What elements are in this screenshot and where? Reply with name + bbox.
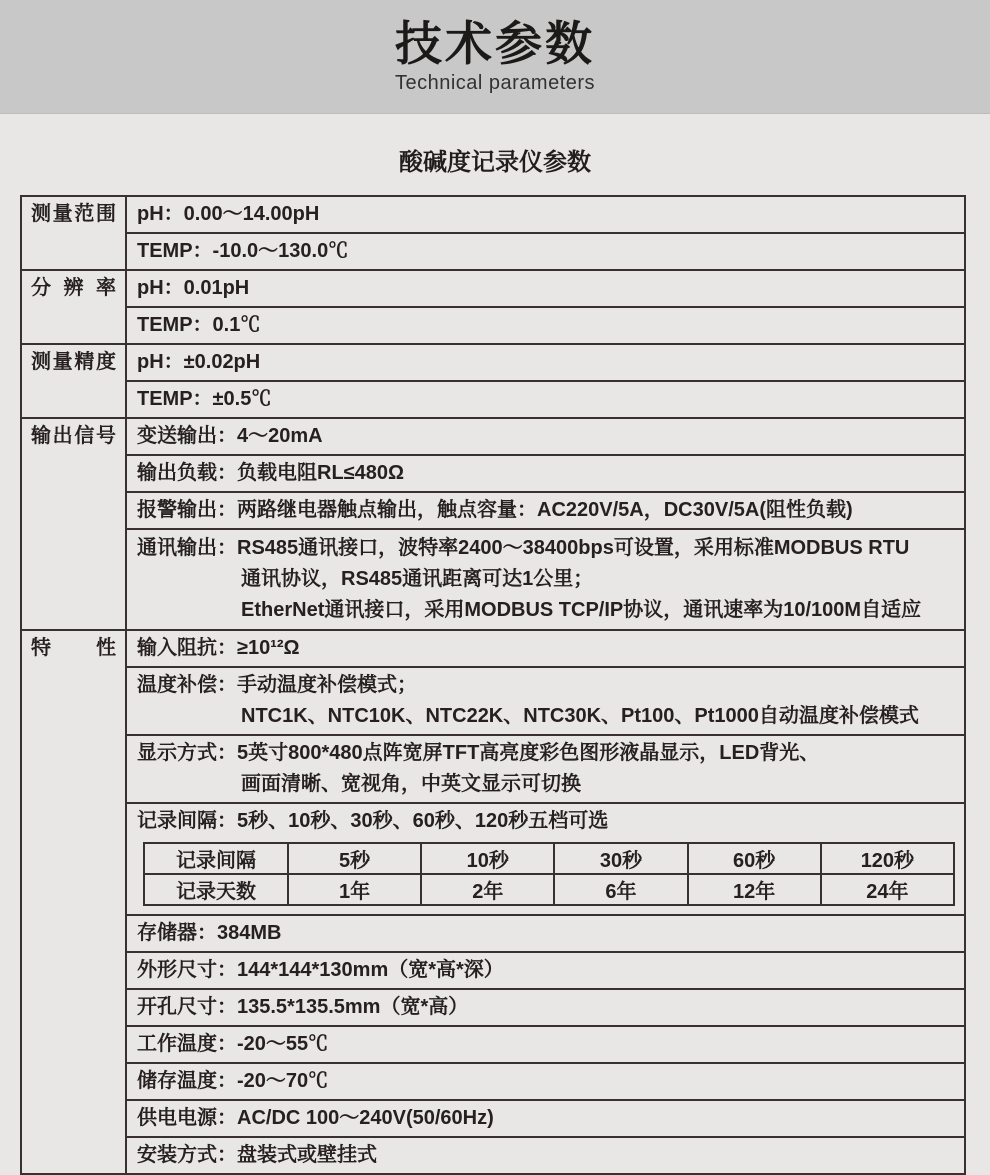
record-table-cell: 2年 <box>421 874 554 905</box>
spec-cell-ph-accuracy: pH：±0.02pH <box>126 344 965 381</box>
page-title: 技术参数 <box>395 17 595 71</box>
spec-cell-temp-compensation: 温度补偿：手动温度补偿模式； NTC1K、NTC10K、NTC22K、NTC30K、Pt100、Pt1000自动温度补偿模式 <box>126 667 965 735</box>
page-subtitle: Technical parameters <box>394 71 596 94</box>
spec-cell-ph-resolution: pH：0.01pH <box>126 270 965 307</box>
record-table-cell: 60秒 <box>688 843 821 874</box>
spec-cell-output-load: 输出负载：负载电阻RL≤480Ω <box>126 455 965 492</box>
spec-cell-power-supply: 供电电源：AC/DC 100～240V(50/60Hz) <box>126 1100 965 1137</box>
spec-cell-transmit-output: 变送输出：4～20mA <box>126 418 965 455</box>
spec-cell-temp-range: TEMP：-10.0～130.0℃ <box>126 233 965 270</box>
group-label-features: 特性 <box>21 630 126 1174</box>
record-table-cell: 24年 <box>821 874 954 905</box>
spec-cell-working-temp: 工作温度：-20～55℃ <box>126 1026 965 1063</box>
spec-cell-temp-accuracy: TEMP：±0.5℃ <box>126 381 965 418</box>
header-band <box>0 0 990 114</box>
spec-cell-cutout-size: 开孔尺寸：135.5*135.5mm（宽*高） <box>126 989 965 1026</box>
spec-cell-dimensions: 外形尺寸：144*144*130mm（宽*高*深） <box>126 952 965 989</box>
record-table-cell: 记录天数 <box>144 874 288 905</box>
spec-table <box>20 195 966 1175</box>
spec-cell-temp-resolution: TEMP：0.1℃ <box>126 307 965 344</box>
record-table-cell: 10秒 <box>421 843 554 874</box>
group-label-resolution: 分辨率 <box>21 270 126 344</box>
spec-cell-ph-range: pH：0.00～14.00pH <box>126 196 965 233</box>
spec-cell-record-interval: 记录间隔：5秒、10秒、30秒、60秒、120秒五档可选 记录间隔 5秒 10秒 30秒 60秒 120秒 记录天数 1年 2年 6年 12年 24年 <box>126 803 965 915</box>
record-interval-table <box>143 842 955 906</box>
group-label-accuracy: 测量精度 <box>21 344 126 418</box>
spec-cell-input-impedance: 输入阻抗：≥10¹²Ω <box>126 630 965 667</box>
section-title: 酸碱度记录仪参数 <box>399 149 591 176</box>
record-table-cell: 记录间隔 <box>144 843 288 874</box>
spec-cell-alarm-output: 报警输出：两路继电器触点输出，触点容量：AC220V/5A，DC30V/5A(阻性负载) <box>126 492 965 529</box>
record-table-cell: 5秒 <box>288 843 421 874</box>
record-table-cell: 30秒 <box>554 843 687 874</box>
record-table-cell: 6年 <box>554 874 687 905</box>
spec-cell-comm-output: 通讯输出：RS485通讯接口，波特率2400～38400bps可设置，采用标准MODBUS RTU 通讯协议，RS485通讯距离可达1公里； EtherNet通讯接口，采用MODBUS TCP/IP协议，通讯速率为10/100M自适应 <box>126 529 965 630</box>
spec-cell-display-mode: 显示方式：5英寸800*480点阵宽屏TFT高亮度彩色图形液晶显示，LED背光、 画面清晰、宽视角，中英文显示可切换 <box>126 735 965 803</box>
group-label-measure-range: 测量范围 <box>21 196 126 270</box>
group-label-output-signal: 输出信号 <box>21 418 126 630</box>
record-table-cell: 120秒 <box>821 843 954 874</box>
spec-cell-mounting: 安装方式：盘装式或壁挂式 <box>126 1137 965 1174</box>
record-table-cell: 1年 <box>288 874 421 905</box>
record-table-cell: 12年 <box>688 874 821 905</box>
spec-cell-storage-temp: 储存温度：-20～70℃ <box>126 1063 965 1100</box>
spec-cell-storage: 存储器：384MB <box>126 915 965 952</box>
